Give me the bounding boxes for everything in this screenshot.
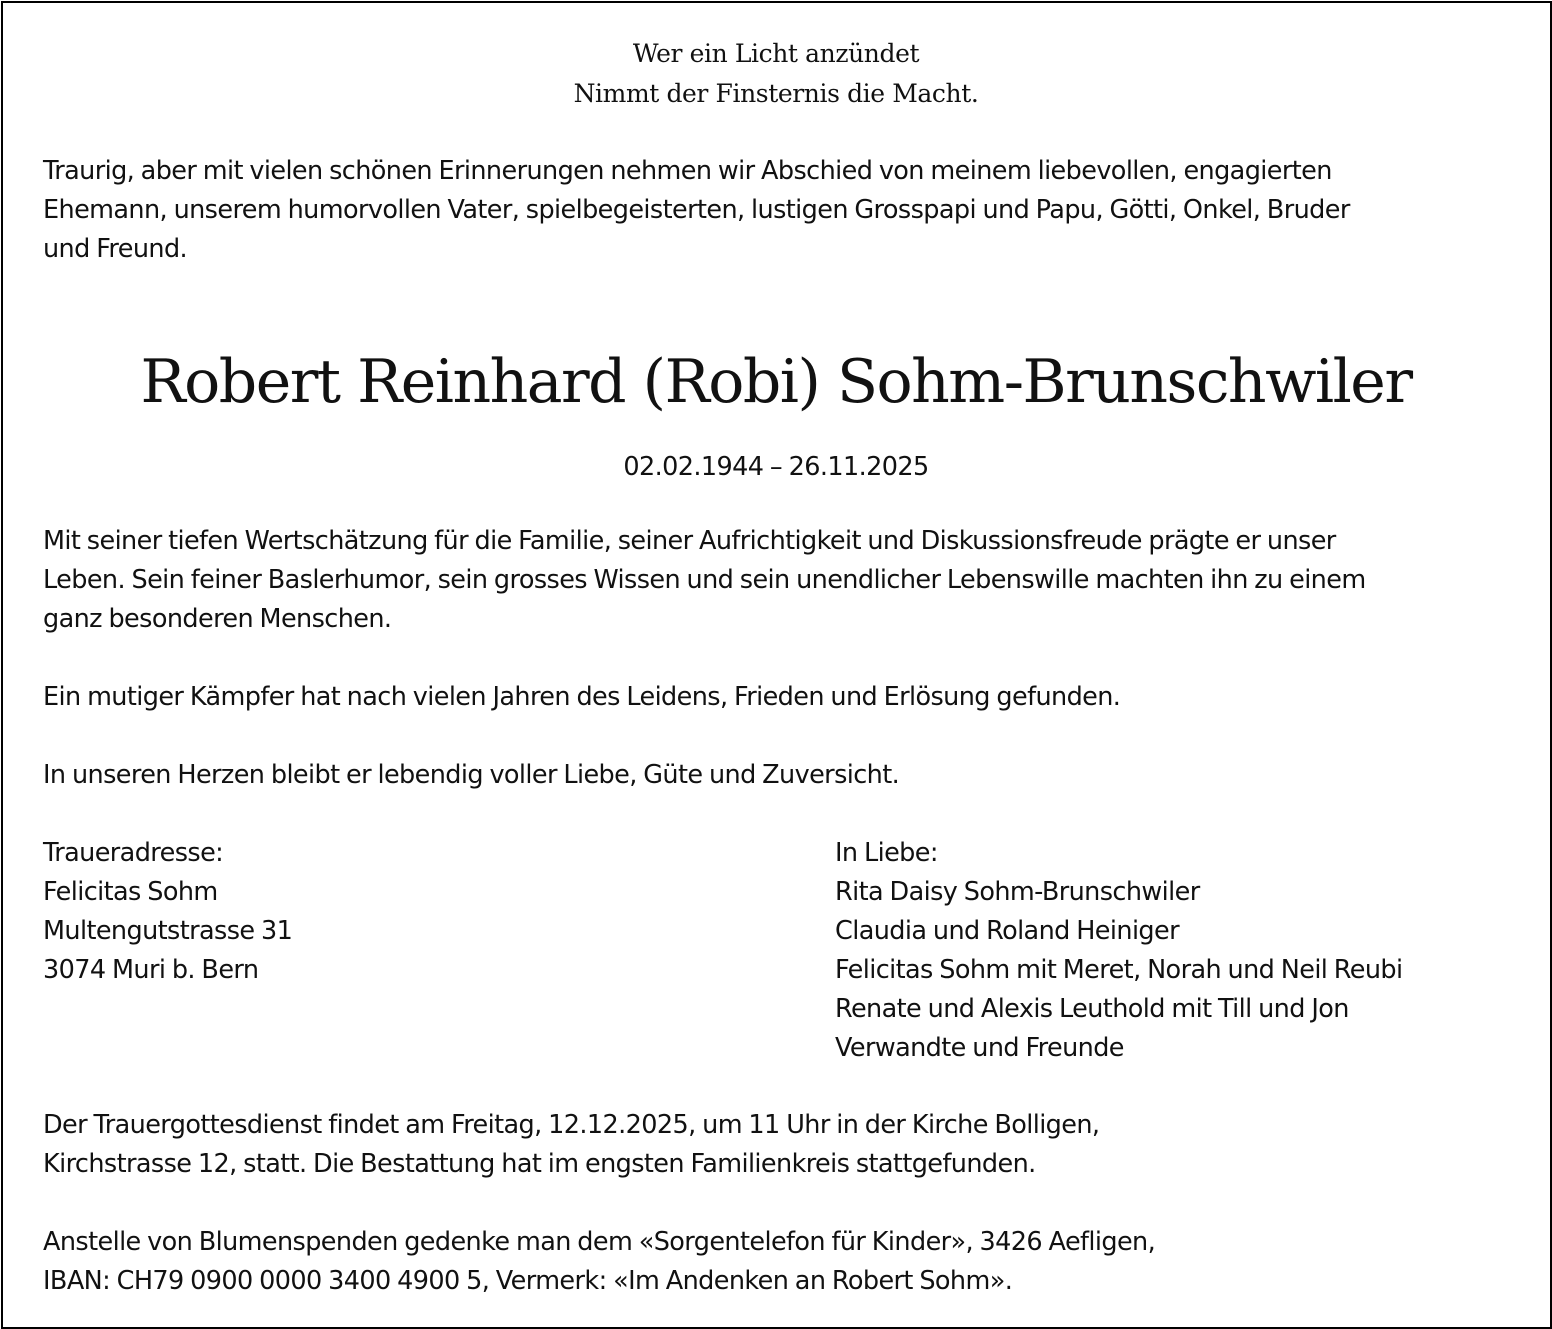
address-heading: Traueradresse: — [43, 838, 224, 868]
tribute-paragraph — [43, 522, 1513, 639]
family-heading: In Liebe: — [835, 838, 938, 868]
donation-line: Anstelle von Blumenspenden gedenke man dem «Sorgentelefon für Kinder», 3426 Aefligen, — [43, 1227, 1156, 1257]
family-member: Felicitas Sohm mit Meret, Norah und Neil Reubi — [835, 955, 1403, 985]
fighter-line: Ein mutiger Kämpfer hat nach vielen Jahren des Leidens, Frieden und Erlösung gefunden. — [43, 682, 1121, 712]
hearts-paragraph — [43, 756, 1513, 795]
mourning-address — [43, 834, 292, 990]
tribute-line: Leben. Sein feiner Baslerhumor, sein grosses Wissen und sein unendlicher Lebenswille machten ihn zu einem — [43, 565, 1366, 595]
family-member: Renate und Alexis Leuthold mit Till und Jon — [835, 994, 1349, 1024]
family-list — [835, 834, 1403, 1068]
tribute-line: Mit seiner tiefen Wertschätzung für die Familie, seiner Aufrichtigkeit und Diskussionsfreude prägte er unser — [43, 526, 1336, 556]
intro-line: Ehemann, unserem humorvollen Vater, spielbegeisterten, lustigen Grosspapi und Papu, Götti, Onkel, Bruder — [43, 195, 1350, 225]
address-city: 3074 Muri b. Bern — [43, 955, 259, 985]
address-name: Felicitas Sohm — [43, 877, 218, 907]
family-member: Verwandte und Freunde — [835, 1033, 1124, 1063]
service-line: Kirchstrasse 12, statt. Die Bestattung hat im engsten Familienkreis stattgefunden. — [43, 1149, 1036, 1179]
family-member: Rita Daisy Sohm-Brunschwiler — [835, 877, 1200, 907]
donation-paragraph — [43, 1223, 1513, 1301]
motto — [0, 34, 1552, 114]
motto-line: Wer ein Licht anzündet — [632, 39, 920, 68]
tribute-line: ganz besonderen Menschen. — [43, 604, 392, 634]
service-paragraph — [43, 1106, 1513, 1184]
motto-line: Nimmt der Finsternis die Macht. — [573, 79, 979, 108]
donation-line: IBAN: CH79 0900 0000 3400 4900 5, Vermerk: «Im Andenken an Robert Sohm». — [43, 1266, 1013, 1296]
deceased-name: Robert Reinhard (Robi) Sohm-Brunschwiler — [140, 347, 1412, 417]
hearts-line: In unseren Herzen bleibt er lebendig voller Liebe, Güte und Zuversicht. — [43, 760, 900, 790]
fighter-paragraph — [43, 678, 1513, 717]
intro-line: Traurig, aber mit vielen schönen Erinnerungen nehmen wir Abschied von meinem liebevollen, engagierten — [43, 156, 1332, 186]
life-dates: 02.02.1944 – 26.11.2025 — [623, 452, 929, 482]
intro-line: und Freund. — [43, 234, 188, 264]
address-street: Multengutstrasse 31 — [43, 916, 293, 946]
family-member: Claudia und Roland Heiniger — [835, 916, 1179, 946]
intro-paragraph — [43, 152, 1513, 269]
service-line: Der Trauergottesdienst findet am Freitag, 12.12.2025, um 11 Uhr in der Kirche Bolligen, — [43, 1110, 1100, 1140]
